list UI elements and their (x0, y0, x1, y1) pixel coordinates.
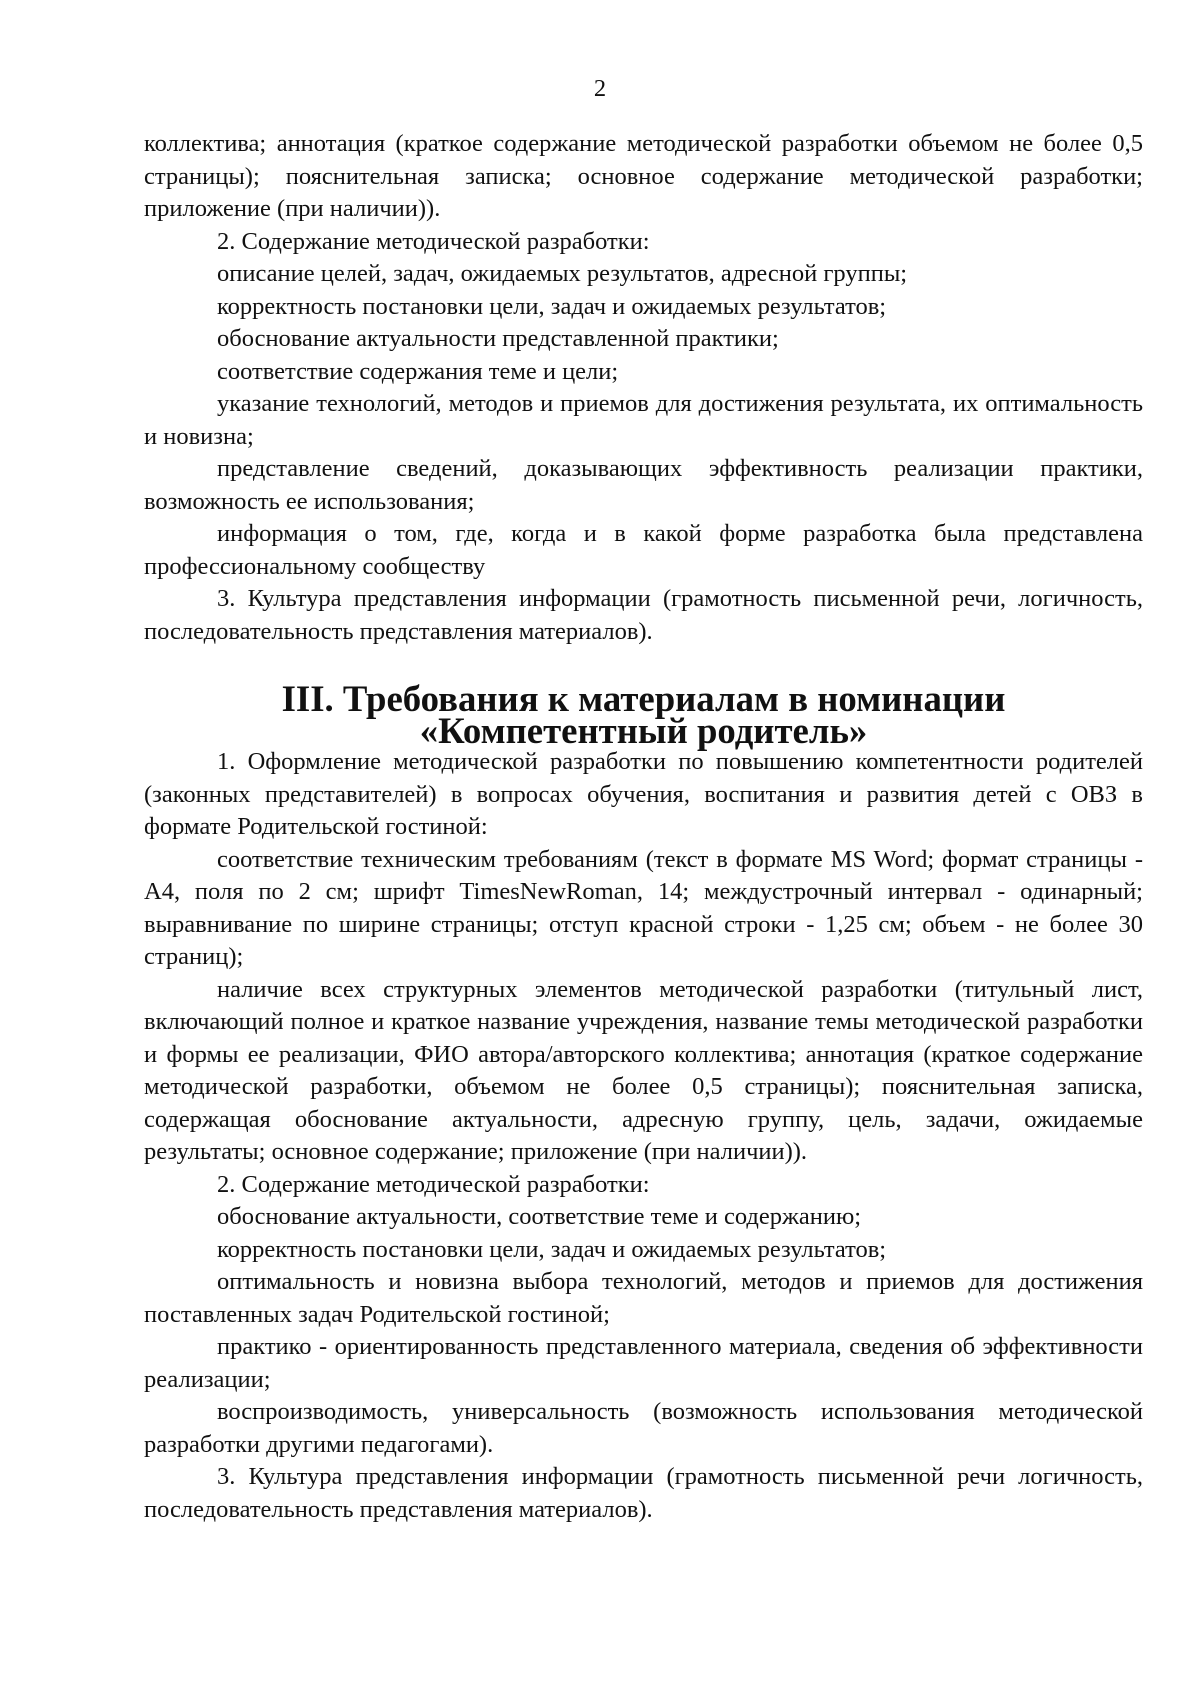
list-item: оптимальность и новизна выбора технологий, методов и приемов для достижения поставленных задач Родительской гостиной; (144, 1268, 1143, 1328)
list-item: обоснование актуальности представленной практики; (217, 325, 779, 352)
paragraph: 2. Содержание методической разработки: (217, 227, 650, 255)
list-item: соответствие техническим требованиям (текст в формате MS Word; формат страницы - А4, поля по 2 см; шрифт TimesNewRoman, 14; междустрочный интервал - одинарный; выравнивание по ширине страницы; отступ красной строки - 1,25 см; объем - не более 30 страниц); (144, 845, 1143, 970)
page-number: 2 (593, 75, 607, 102)
paragraph: 2. Содержание методической разработки: (217, 1170, 650, 1198)
list-item: практико - ориентированность представленного материала, сведения об эффективности реализации; (144, 1333, 1143, 1393)
list-item: воспроизводимость, универсальность (возможность использования методической разработки другими педагогами). (144, 1398, 1143, 1458)
paragraph: 3. Культура представления информации (грамотность письменной речи логичность, последовательность представления материалов). (144, 1463, 1143, 1523)
list-item: наличие всех структурных элементов методической разработки (титульный лист, включающий полное и краткое название учреждения, название темы методической разработки и формы ее реализации, ФИО автора/авторского коллектива; аннотация (краткое содержание методической разработки, объемом не более 0,5 страницы); пояснительная записка, содержащая обоснование актуальности, адресную группу, цель, задачи, ожидаемые результаты; основное содержание; приложение (при наличии)). (144, 975, 1143, 1165)
section-top (144, 128, 1143, 648)
list-item: информация о том, где, когда и в какой форме разработка была представлена профессиональному сообществу (144, 520, 1143, 580)
list-item: указание технологий, методов и приемов для достижения результата, их оптимальность и новизна; (144, 390, 1143, 450)
list-item: корректность постановки цели, задач и ожидаемых результатов; (217, 292, 887, 320)
list-item: представление сведений, доказывающих эффективность реализации практики, возможность ее использования; (144, 455, 1143, 515)
paragraph: коллектива; аннотация (краткое содержание методической разработки объемом не более 0,5 страницы); пояснительная записка; основное содержание методической разработки; приложение (при наличии)). (144, 130, 1143, 222)
list-item: соответствие содержания теме и цели; (217, 357, 619, 385)
section-heading: III. Требования к материалам в номинации «Компетентный родитель» (281, 678, 1006, 751)
list-item: корректность постановки цели, задач и ожидаемых результатов; (217, 1235, 887, 1263)
paragraph: 1. Оформление методической разработки по повышению компетентности родителей (законных представителей) в вопросах обучения, воспитания и развития детей с ОВЗ в формате Родительской гостиной: (144, 748, 1143, 840)
section-bottom (144, 746, 1143, 1526)
list-item: описание целей, задач, ожидаемых результатов, адресной группы; (217, 260, 908, 287)
list-item: обоснование актуальности, соответствие теме и содержанию; (217, 1203, 862, 1230)
paragraph: 3. Культура представления информации (грамотность письменной речи, логичность, последовательность представления материалов). (144, 585, 1143, 645)
